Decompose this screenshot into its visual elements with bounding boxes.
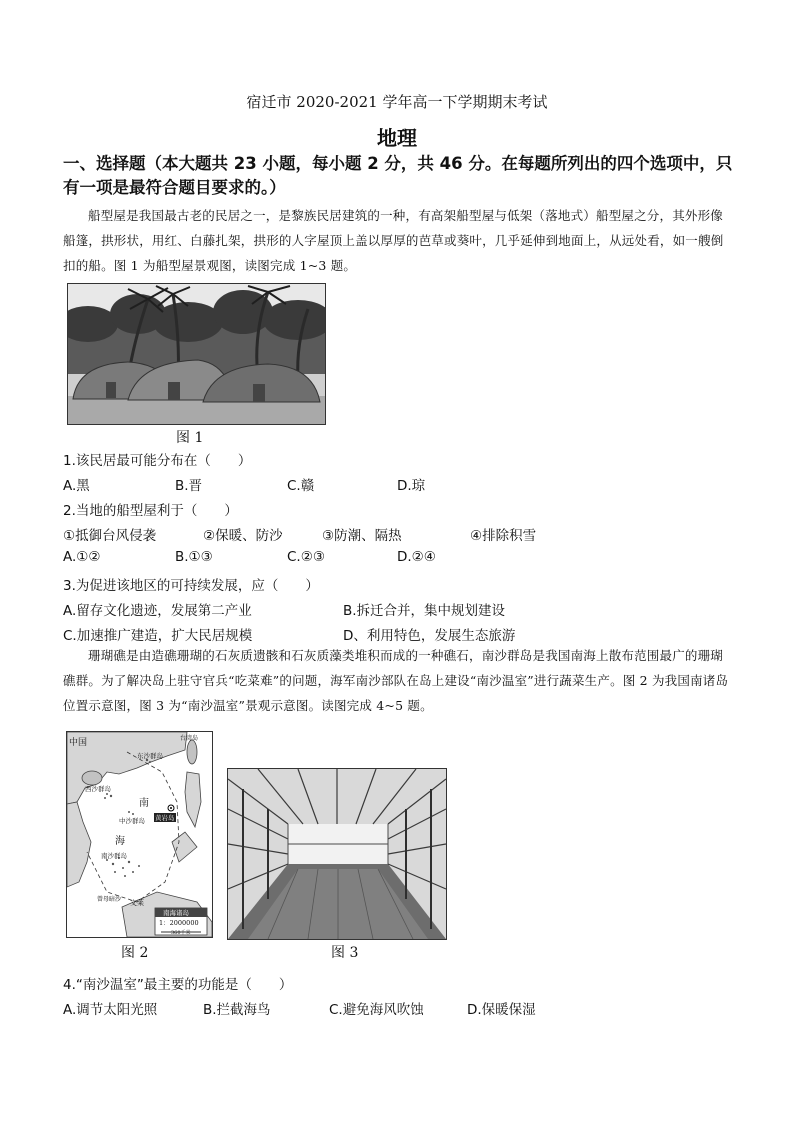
- question-3-option-b[interactable]: B.拆迁合并，集中规划建设: [343, 603, 506, 619]
- question-1-option-b[interactable]: B.晋: [175, 478, 203, 494]
- question-4-option-d[interactable]: D.保暖保湿: [467, 1002, 536, 1018]
- map-label-wenlai: 文莱: [130, 899, 144, 907]
- question-4-option-a[interactable]: A.调节太阳光照: [63, 1002, 158, 1018]
- question-3-option-c[interactable]: C.加速推广建造，扩大民居规模: [63, 628, 253, 644]
- map-label-dongsha: 东沙群岛: [137, 752, 163, 760]
- figure-2-south-china-sea-map: [66, 731, 213, 938]
- question-3-stem: 3.为促进该地区的可持续发展，应（ ）: [63, 578, 319, 594]
- question-2-option-a[interactable]: A.①②: [63, 549, 101, 565]
- question-4-stem: 4.“南沙温室”最主要的功能是（ ）: [63, 977, 293, 993]
- subject-title: 地理: [377, 126, 417, 150]
- map-label-hai: 海: [115, 836, 125, 847]
- map-legend-title: 南海诸岛: [163, 909, 189, 917]
- exam-title: 宿迁市 2020-2021 学年高一下学期期末考试: [246, 93, 548, 111]
- passage-nansha-greenhouse: 珊瑚礁是由造礁珊瑚的石灰质遗骸和石灰质藻类堆积而成的一种礁石，南沙群岛是我国南海上散布范围最广的珊瑚礁群。为了解决岛上驻守官兵“吃菜难”的问题，海军南沙部队在岛上建设“南沙温室”进行蔬菜生产。图 2 为我国南诸岛位置示意图，图 3 为“南沙温室”景观示意图。读图完成 4~5 题。: [63, 648, 729, 713]
- question-1-stem: 1.该民居最可能分布在（ ）: [63, 453, 252, 469]
- figure-1-boat-house-photo: [67, 283, 326, 425]
- question-1-option-d[interactable]: D.琼: [397, 478, 426, 494]
- question-2-option-c[interactable]: C.②③: [287, 549, 325, 565]
- question-4-option-c[interactable]: C.避免海风吹蚀: [329, 1002, 424, 1018]
- question-1-option-a[interactable]: A.黑: [63, 478, 90, 494]
- question-2-item-1: ①抵御台风侵袭: [63, 528, 157, 544]
- figure-3-greenhouse-photo: [227, 768, 447, 940]
- map-label-huangyan: 黄岩岛: [155, 814, 175, 822]
- map-scale-km: 360千米: [171, 930, 191, 936]
- map-label-china: 中国: [69, 738, 88, 748]
- passage-boat-house: 船型屋是我国最古老的民居之一，是黎族民居建筑的一种，有高架船型屋与低架（落地式）船型屋之分，其外形像船篷，拱形状，用红、白藤扎架，拱形的人字屋顶上盖以厚厚的芭草或葵叶，几乎延伸到地面上，从远处看，如一艘倒扣的船。图 1 为船型屋景观图，读图完成 1~3 题。: [63, 208, 724, 273]
- question-2-item-2: ②保暖、防沙: [203, 528, 283, 544]
- map-label-taiwan: 台湾岛: [180, 735, 199, 742]
- map-label-zhongsha: 中沙群岛: [119, 817, 145, 825]
- boat-house-illustration: [68, 284, 325, 424]
- question-1-option-c[interactable]: C.赣: [287, 478, 315, 494]
- question-3-option-d[interactable]: D、利用特色，发展生态旅游: [343, 628, 516, 644]
- question-3-option-a[interactable]: A.留存文化遗迹，发展第二产业: [63, 603, 252, 619]
- map-label-nan: 南: [139, 798, 149, 809]
- greenhouse-illustration: [228, 769, 446, 939]
- question-2-item-3: ③防潮、隔热: [322, 528, 402, 544]
- map-label-xisha: 西沙群岛: [85, 785, 111, 793]
- question-2-stem: 2.当地的船型屋利于（ ）: [63, 503, 238, 519]
- figure-1-caption: 图 1: [176, 430, 204, 446]
- question-2-item-4: ④排除积雪: [470, 528, 537, 544]
- question-4-option-b[interactable]: B.拦截海鸟: [203, 1002, 271, 1018]
- map-label-zengmu: 曾母暗沙: [97, 896, 122, 903]
- figure-3-caption: 图 3: [331, 945, 359, 961]
- figure-2-caption: 图 2: [121, 945, 149, 961]
- question-2-option-d[interactable]: D.②④: [397, 549, 436, 565]
- section-heading: 一、选择题（本大题共 23 小题，每小题 2 分，共 46 分。在每题所列出的四个选项中，只有一项是最符合题目要求的。）: [63, 154, 733, 197]
- map-label-nansha: 南沙群岛: [101, 852, 127, 860]
- question-2-option-b[interactable]: B.①③: [175, 549, 213, 565]
- map-scale: 1：2000000: [159, 919, 199, 927]
